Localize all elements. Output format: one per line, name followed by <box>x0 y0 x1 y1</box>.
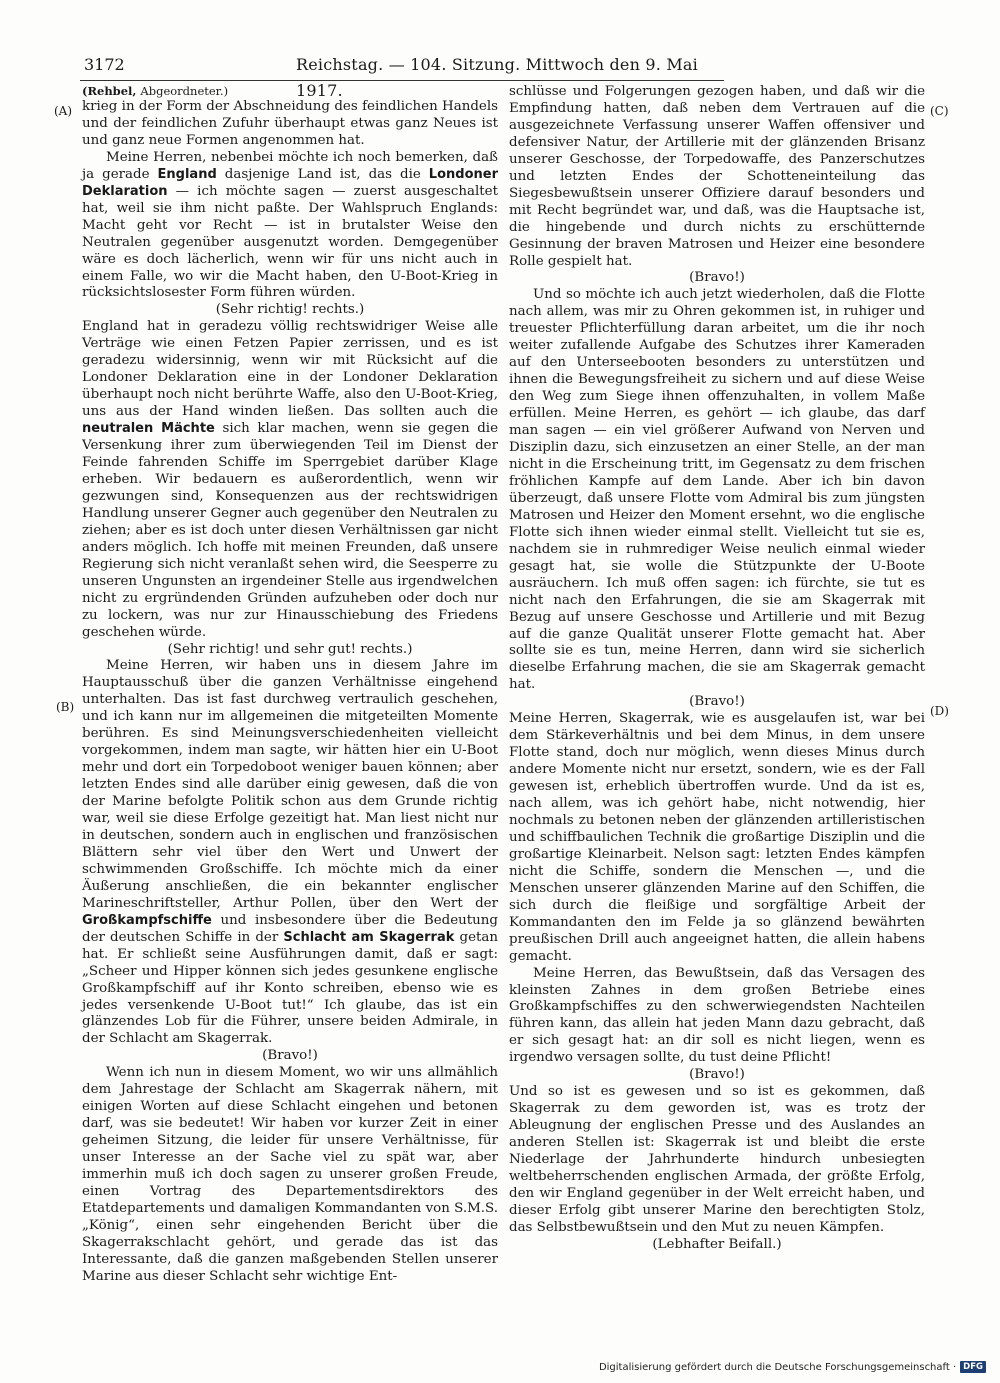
running-title: Reichstag. — 104. Sitzung. Mittwoch den 9. Mai 1917. <box>296 55 698 100</box>
page-number: 3172 <box>84 55 125 74</box>
interjection: (Lebhafter Beifall.) <box>652 1236 782 1252</box>
footer <box>599 1361 986 1373</box>
text-run: — ich möchte sagen — zuerst ausgeschaltet hat, weil sie ihm nicht paßte. Der Wahlspruch Englands: Macht geht vor Recht — ist in brutalster Weise den Neutralen gegenüber ausgenutzt worden. Demgegenüber wäre es doch lächerlich, wenn wir für uns nicht auch in einem Falle, wo wir die Macht haben, den U-Boot-Krieg in rücksichtslosester Form führen würden. <box>82 183 498 301</box>
paragraph: Meine Herren, Skagerrak, wie es ausgelaufen ist, war bei dem Stärkeverhältnis und bei dem Minus, in dem unsere Flotte stand, doch nur möglich, wenn dieses Minus durch andere Momente nicht nur ersetzt, sondern, wie es der Fall gewesen ist, erheblich übertroffen wurde. Und da ist es, nach allem, was ich gehört habe, nicht notwendig, hier nochmals zu betonen neben der glänzenden artilleristischen und schiffbaulichen Technik die großartige Disziplin und die großartige Kleinarbeit. Nelson sagt: letzten Endes kämpfen nicht die Schiffe, sondern die Menschen —, und die Menschen unserer glänzenden Marine auf den Schiffen, die sich durch die fleißige und sorgfältige Arbeit der Kommandanten den im Felde ja so glänzend bewährten preußischen Drill auch angeeignet hatten, die allein habens gemacht. <box>509 711 925 964</box>
text-run: sich klar machen, wenn sie gegen die Versenkung ihrer zum überwiegenden Teil im Dienst der Feinde fahrenden Schiffe im Sperrgebiet darüber Klage erheben. Wir bedauern es außerordentlich, wenn wir gezwungen sind, Konsequenzen aus der rechtswidrigen Handlung unserer Gegner auch gegenüber den Neutralen zu ziehen; aber es ist doch unter diesen Verhältnissen gar nicht anders möglich. Ich hoffe mit meinen Freunden, daß unsere Regierung sich nicht veranlaßt sehen wird, die Seesperre zu unseren Ungunsten an irgendeiner Stelle aus irgendwelchen nicht zu ergründenden Gründen aufzuheben oder doch nur zu lockern, was nur zur Hinausschiebung des Friedens geschehen würde. <box>82 421 499 640</box>
paragraph: krieg in der Form der Abschneidung des feindlichen Handels und der feindlichen Zufuhr überhaupt etwas ganz Neues ist und ganz neue Formen angenommen hat. <box>82 99 498 148</box>
right-column <box>509 84 925 1254</box>
interjection: (Bravo!) <box>262 1048 318 1064</box>
paragraph: Und so ist es gewesen und so ist es gekommen, daß Skagerrak zu dem geworden ist, was es trotz der Ableugnung der englischen Presse und des Auslandes an anderen Stellen ist: Skagerrak ist und bleibt die erste Niederlage der Jahrhunderte hindurch unbesiegten weltbeherrschenden englischen Armada, der größte Erfolg, den wir England gegenüber in der Welt erreicht haben, und dieser Erfolg gibt unserer Marine den berechtigten Stolz, das Selbstbewußtsein und den Mut zu neuen Kämpfen. <box>509 1084 925 1235</box>
paragraph <box>82 319 498 641</box>
margin-marker-d: (D) <box>930 704 949 718</box>
interjection: (Bravo!) <box>689 694 745 710</box>
margin-marker-c: (C) <box>930 104 949 118</box>
text-run: Meine Herren, nebenbei möchte ich noch bemerken, daß ja gerade <box>82 149 498 182</box>
emphasis-neutrale-maechte: neutralen Mächte <box>82 421 215 437</box>
text-run: Meine Herren, wir haben uns in diesem Jahre im Hauptausschuß über die ganzen Verhältnisse eingehend unterhalten. Das ist fast durchweg vertraulich geschehen, und ich kann nur im allgemeinen die mitgeteilten Momente berühren. Es sind Meinungsverschiedenheiten vielleicht vorgekommen, indem man sagte, wir hätten hier ein U-Boot mehr und dort ein Torpedoboot weniger bauen können; aber letzten Endes sind alle darüber einig gewesen, daß die von der Marine befolgte Politik schon aus dem Grunde richtig war, weil sie diese Erfolge gezeitigt hat. Man liest nicht nur in deutschen, sondern auch in englischen und französischen Blättern sehr viel über den Wert und Unwert der schwimmenden Großschiffe. Ich möchte mich da einer Äußerung anschließen, die ein bekannter englischer Marineschriftsteller, Arthur Pollen, über den Wert der <box>82 658 498 911</box>
text-run: England hat in geradezu völlig rechtswidriger Weise alle Verträge wie einen Fetzen Papier zerrissen, und es ist geradezu widersinnig, wenn wir mit Rücksicht auf die Londoner Deklaration eine in der Londoner Deklaration überhaupt noch nicht berührte Waffe, also den U-Boot-Krieg, uns aus der Hand winden ließen. Das sollten auch die <box>82 319 498 420</box>
interjection: (Sehr richtig! und sehr gut! rechts.) <box>167 641 413 657</box>
emphasis-england: England <box>157 166 217 182</box>
interjection: (Sehr richtig! rechts.) <box>215 302 365 318</box>
dfg-logo: DFG <box>960 1361 986 1373</box>
paragraph: Wenn ich nun in diesem Moment, wo wir uns allmählich dem Jahrestage der Schlacht am Skagerrak nähern, mit einigen Worten auf diese Schlacht eingehen und betonen darf, was sie bedeutet! Wir haben vor kurzer Zeit in einer geheimen Sitzung, die leider für unsere Verhältnisse, für unser Interesse an der Sache viel zu spät war, aber immerhin muß ich doch sagen zu unserer großen Freude, einen Vortrag des Departementsdirektors des Etatdepartements und damaligen Kommandanten von S.M.S. „König“, einen sehr eingehenden Bericht über die Skagerrakschlacht gehört, und gerade das ist das Interessante, daß die ganzen maßgebenden Stellen unserer Marine aus dieser Schlacht sehr wichtige Ent- <box>82 1065 498 1284</box>
paragraph <box>82 658 498 1048</box>
speaker-role: Abgeordneter.) <box>140 84 229 98</box>
emphasis-londoner-deklaration: Londoner Deklaration <box>82 166 498 199</box>
paragraph: Und so möchte ich auch jetzt wiederholen, daß die Flotte nach allem, was mir zu Ohren gekommen ist, in ruhiger und treuester Pflichterfüllung daran arbeitet, um die ihr noch weiter zufallende Aufgabe des Schutzes ihrer Kameraden auf den Unterseebooten besonders zu unterstützen und ihnen die Bewegungsfreiheit zu sichern und auf diese Weise den Weg zum Siege ihnen offenzuhalten, in vollem Maße erfüllen. Meine Herren, es gehört — ich glaube, das darf man sagen — ein viel größerer Aufwand von Nerven und Disziplin dazu, sich einzusetzen an einer Stelle, an der man nicht in die Erscheinung tritt, im Gegensatz zu dem frischen fröhlichen Kampfe auf dem Lande. Aber ich bin davon überzeugt, daß unsere Flotte vom Admiral bis zum jüngsten Matrosen und Heizer den Moment ersehnt, wo die englische Flotte sich ihnen wieder einmal stellt. Vielleicht tut sie es, nachdem sie in ruhmrediger Weise neulich einmal wieder gesagt hat, sie wolle die Stützpunkte der U-Boote ausräuchern. Ich muß offen sagen: ich fürchte, sie tut es nicht nach den Erfahrungen, die sie am Skagerrak mit Bezug auf unsere Geschosse und Artillerie und mit Bezug auf die ganze Qualität unserer Flotte gemacht hat. Aber sollte sie es tun, meine Herren, dann wird sie sicherlich dieselbe Erfahrung machen, die sie am Skagerrak gemacht hat. <box>509 287 925 693</box>
left-column <box>82 84 498 1286</box>
emphasis-grosskampfschiffe: Großkampfschiffe <box>82 912 212 928</box>
text-run: getan hat. Er schließt seine Ausführungen damit, daß er sagt: „Scheer und Hipper können sich jedes gesunkene englische Großkampfschiff auf ihr Konto schreiben, ebenso wie es jedes versenkende U-Boot tut!“ Ich glaube, das ist ein glänzendes Lob für die Führer, unsere beiden Admirale, in der Schlacht am Skagerrak. <box>82 929 498 1047</box>
text-run: und insbesondere über die Bedeutung der deutschen Schiffe in der <box>82 912 498 945</box>
paragraph <box>82 150 498 303</box>
text-run: dasjenige Land ist, das die <box>216 166 429 182</box>
margin-marker-b: (B) <box>56 700 75 714</box>
paragraph: Meine Herren, das Bewußtsein, daß das Versagen des kleinsten Zahnes in dem großen Betriebe eines Großkampfschiffes zu den schwerwiegendsten Nachteilen führen kann, das allein hat jeden Mann dazu gebracht, daß er sich gesagt hat: an dir soll es nicht liegen, wenn es irgendwo versagen sollte, du tust deine Pflicht! <box>509 965 925 1066</box>
paragraph: schlüsse und Folgerungen gezogen haben, und daß wir die Empfindung hatten, daß neben dem Vertrauen auf die ausgezeichnete Verfassung unserer Waffen offensiver und defensiver Natur, der Artillerie mit der glänzenden Brisanz unserer Geschosse, der Torpedowaffe, des Panzerschutzes und letzten Endes der Schotteneinteilung das Siegesbewußtsein unserer Offiziere darauf besonders und mit Recht begründet war, und daß, was die Hauptsache ist, die hingebende und durch nichts zu erschütternde Gesinnung der braven Matrosen und Heizer eine besondere Rolle gespielt hat. <box>509 84 925 269</box>
emphasis-schlacht-am-skagerrak: Schlacht am Skagerrak <box>283 929 455 945</box>
interjection: (Bravo!) <box>689 270 745 286</box>
interjection: (Bravo!) <box>689 1067 745 1083</box>
speaker-name: (Rehbel, <box>82 84 137 98</box>
header-rule <box>80 80 724 81</box>
footer-text: Digitalisierung gefördert durch die Deutsche Forschungsgemeinschaft · <box>598 1361 957 1373</box>
margin-marker-a: (A) <box>54 104 73 118</box>
speaker-line <box>82 84 498 99</box>
